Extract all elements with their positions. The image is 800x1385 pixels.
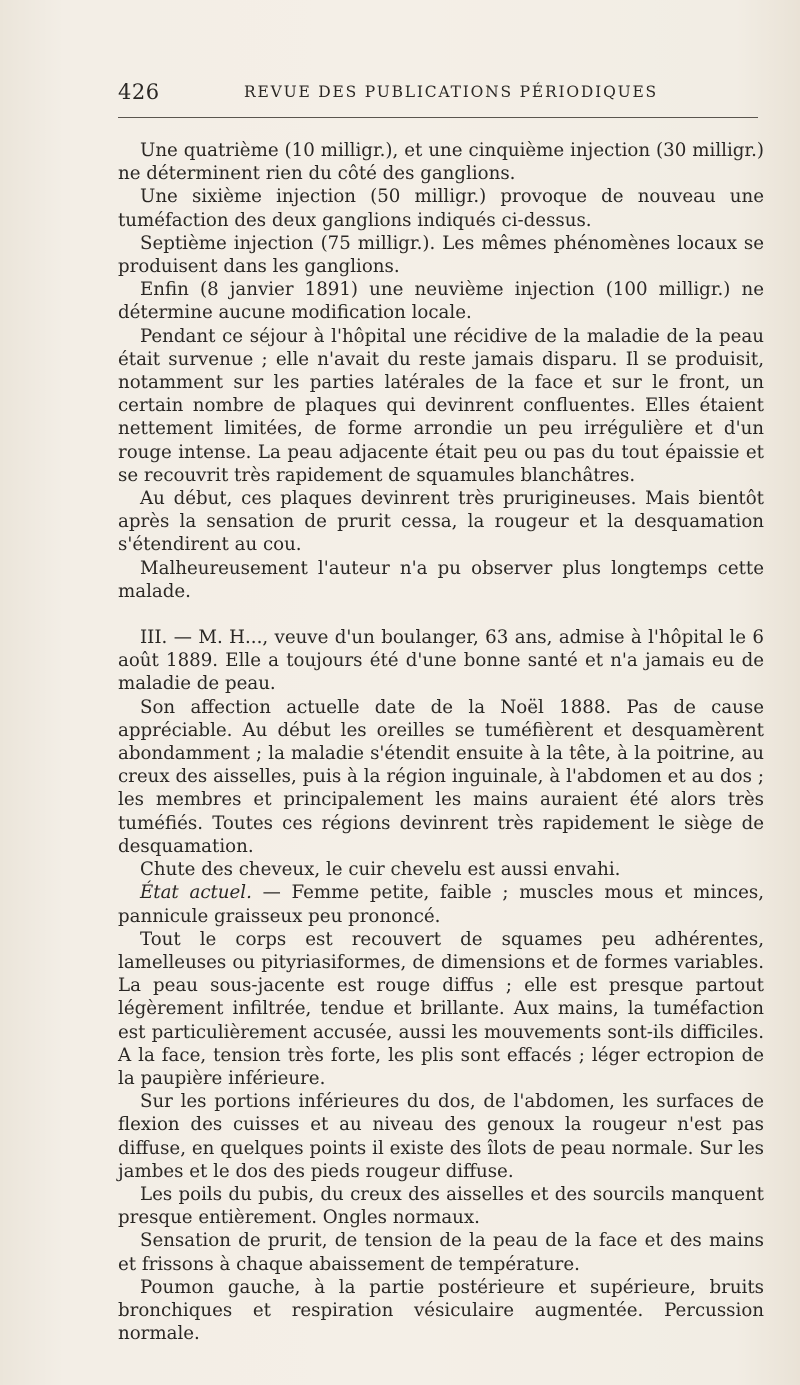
etat-actuel-paragraph — [118, 881, 764, 927]
paragraph: Septième injection (75 milligr.). Les mêmes phénomènes locaux se produisent dans les ganglions. — [118, 232, 764, 278]
running-title: REVUE DES PUBLICATIONS PÉRIODIQUES — [244, 83, 658, 101]
case-heading-paragraph: III. — M. H..., veuve d'un boulanger, 63 ans, admise à l'hôpital le 6 août 1889. Elle a toujours été d'une bonne santé et n'a jamais eu de maladie de peau. — [118, 627, 764, 695]
paragraph: Son affection actuelle date de la Noël 1888. Pas de cause appréciable. Au début les oreilles se tuméfièrent et desquamèrent abondamment ; la maladie s'étendit ensuite à la tête, à la poitrine, au creux des aisselles, puis à la région inguinale, à l'abdomen et au dos ; les membres et principalement les mains auraient été alors très tuméfiés. Toutes ces régions devinrent très rapidement le siège de desquamation. — [118, 696, 764, 857]
page-header — [118, 80, 760, 110]
paragraph: Enfin (8 janvier 1891) une neuvième injection (100 milligr.) ne détermine aucune modification locale. — [118, 279, 764, 324]
paragraph: Chute des cheveux, le cuir chevelu est aussi envahi. — [140, 859, 621, 881]
header-rule — [118, 117, 758, 118]
paragraph: Poumon gauche, à la partie postérieure et supérieure, bruits bronchiques et respiration vésiculaire augmentée. Percussion normale. — [118, 1276, 764, 1345]
paragraph: Les poils du pubis, du creux des aisselles et des sourcils manquent presque entièrement. Ongles normaux. — [118, 1183, 764, 1229]
etat-actuel-label: État actuel. — [140, 882, 252, 904]
paragraph: Au début, ces plaques devinrent très prurigineuses. Mais bientôt après la sensation de prurit cessa, la rougeur et la desquamation s'étendirent au cou. — [118, 488, 764, 556]
page-number: 426 — [118, 80, 160, 104]
paragraph: Pendant ce séjour à l'hôpital une récidive de la maladie de la peau était survenue ; elle n'avait du reste jamais disparu. Il se produisit, notamment sur les parties latérales de la face et sur le front, un certain nombre de plaques qui devinrent confluentes. Elles étaient nettement limitées, de forme arrondie un peu irrégulière et d'un rouge intense. La peau adjacente était peu ou pas du tout épaissie et se recouvrit très rapidement de squamules blanchâtres. — [118, 325, 764, 486]
article-body — [118, 139, 764, 1345]
paragraph: Malheureusement l'auteur n'a pu observer plus longtemps cette malade. — [118, 557, 764, 602]
paragraph: Tout le corps est recouvert de squames peu adhérentes, lamelleuses ou pityriasiformes, de dimensions et de formes variables. La peau sous-jacente est rouge diffus ; elle est presque partout légèrement infiltrée, tendue et brillante. Aux mains, la tuméfaction est particulièrement accusée, aussi les mouvements sont-ils difficiles. A la face, tension très forte, les plis sont effacés ; léger ectropion de la paupière inférieure. — [118, 928, 764, 1089]
paragraph: Sur les portions inférieures du dos, de l'abdomen, les surfaces de flexion des cuisses et au niveau des genoux la rougeur n'est pas diffuse, en quelques points il existe des îlots de peau normale. Sur les jambes et le dos des pieds rougeur diffuse. — [118, 1091, 764, 1182]
paragraph: Sensation de prurit, de tension de la peau de la face et des mains et frissons à chaque abaissement de température. — [118, 1230, 764, 1275]
etat-actuel-text: — Femme petite, faible ; muscles mous et minces, pannicule graisseux peu prononcé. — [118, 882, 764, 927]
paragraph: Une quatrième (10 milligr.), et une cinquième injection (30 milligr.) ne déterminent rien du côté des ganglions. — [118, 140, 764, 185]
paragraph: Une sixième injection (50 milligr.) provoque de nouveau une tuméfaction des deux ganglions indiqués ci-dessus. — [118, 186, 764, 231]
